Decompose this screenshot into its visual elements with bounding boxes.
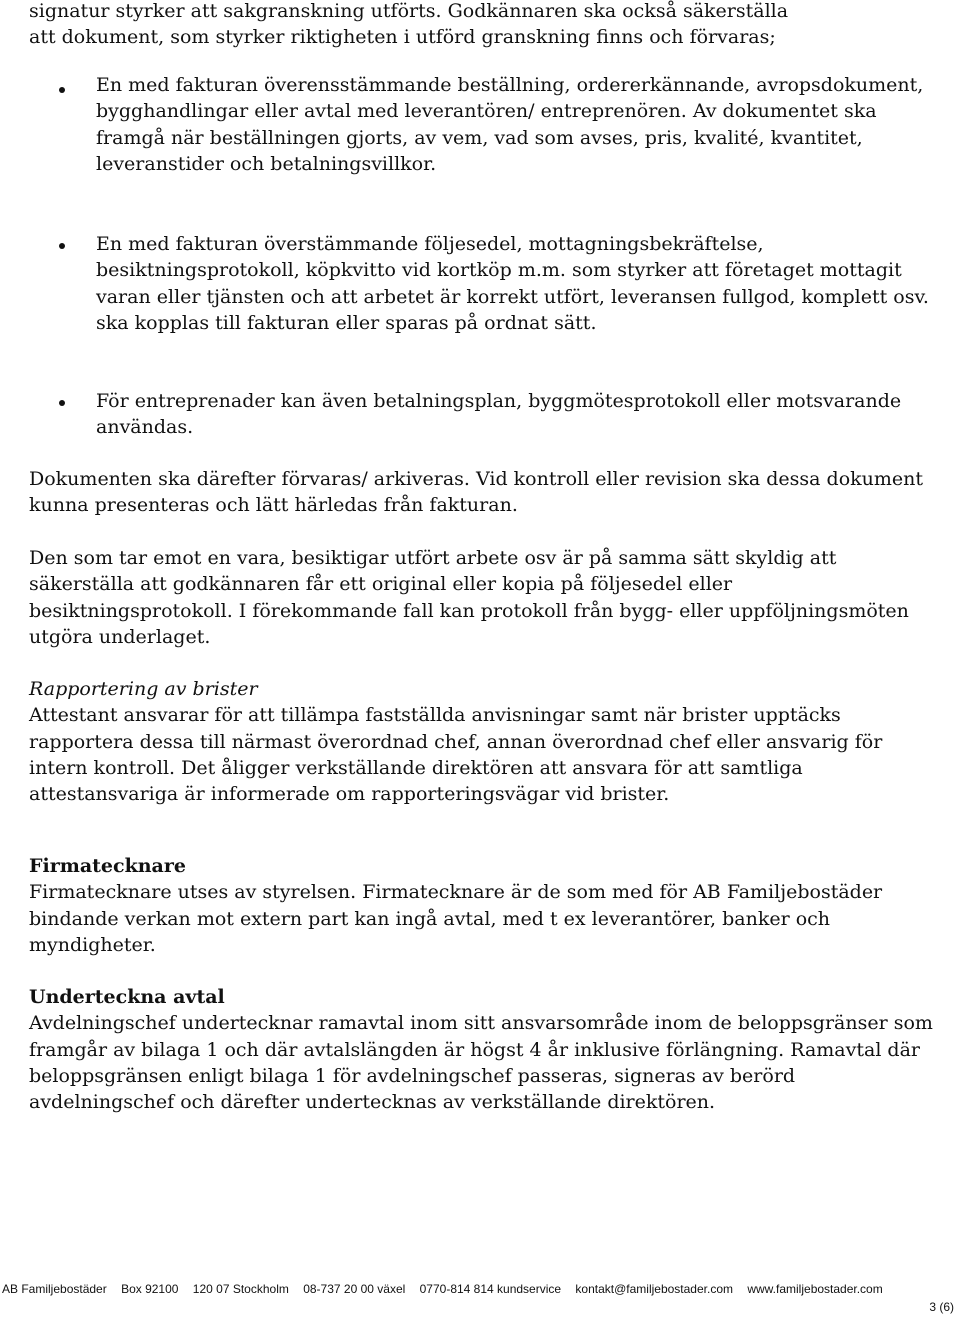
intro-line-2: att dokument, som styrker riktigheten i utförd granskning finns och förvaras; <box>29 26 776 48</box>
intro-line-1: signatur styrker att sakgranskning utförts. Godkännaren ska också säkerställa <box>29 0 789 22</box>
bullet-item-contractor: För entreprenader kan även betalningsplan, byggmötesprotokoll eller motsvarande användas. <box>96 390 902 439</box>
section-body-contracts: Avdelningschef undertecknar ramavtal inom sitt ansvarsområde inom de beloppsgränser som framgår av bilaga 1 och där avtalslängden är högst 4 år inklusive förlängning. Ramavtal där beloppsgränsen enligt bilaga 1 för avdelningschef passeras, signeras av berörd avdelningschef och därefter undertecknas av verkställande direktören. <box>29 1012 933 1114</box>
footer-box: Box 92100 <box>121 1282 179 1296</box>
section-body-signatories: Firmatecknare utses av styrelsen. Firmatecknare är de som med för AB Familjebostäder bindande verkan mot extern part kan ingå avtal, med t ex leverantörer, banker och myndigheter. <box>29 881 883 956</box>
footer-postal: 120 07 Stockholm <box>192 1282 289 1296</box>
page-number: 3 (6) <box>929 1300 954 1314</box>
section-heading-contracts: Underteckna avtal <box>29 986 225 1008</box>
section-body-reporting: Attestant ansvarar för att tillämpa fastställda anvisningar samt när brister upptäcks rapportera dessa till närmast överordnad chef, annan överordnad chef eller ansvarig för intern kontroll. Det åligger verkställande direktören att ansvara för att samtliga attestansvariga är informerade om rapporteringsvägar vid brister. <box>29 704 883 806</box>
page-footer <box>2 1282 952 1296</box>
section-contracts <box>29 984 939 1115</box>
footer-service: 0770-814 814 kundservice <box>419 1282 562 1296</box>
bullet-dot <box>59 243 65 249</box>
footer-company: AB Familjebostäder <box>2 1282 107 1296</box>
bullet-item-delivery: En med fakturan överstämmande följesedel, mottagningsbekräftelse, besiktningsprotokoll, köpkvitto vid kortköp m.m. som styrker att företaget mottagit varan eller tjänsten och att arbetet är korrekt utfört, leveransen fullgod, komplett osv. ska kopplas till fakturan eller sparas på ordnat sätt. <box>96 233 929 334</box>
paragraph-receiver: Den som tar emot en vara, besiktigar utfört arbete osv är på samma sätt skyldig att säkerställa att godkännaren får ett original eller kopia på följesedel eller besiktningsprotokoll. I förekommande fall kan protokoll från bygg- eller uppföljningsmöten utgöra underlaget. <box>29 547 909 648</box>
footer-email[interactable]: kontakt@familjebostader.com <box>575 1282 733 1296</box>
section-reporting <box>29 676 939 807</box>
bullet-item-order: En med fakturan överensstämmande beställning, ordererkännande, avropsdokument, bygghandlingar eller avtal med leverantören/ entreprenören. Av dokumentet ska framgå när beställningen gjorts, av vem, vad som avses, pris, kvalité, kvantitet, leveranstider och betalningsvillkor. <box>96 74 924 175</box>
bullet-dot <box>59 400 65 406</box>
section-signatories <box>29 853 939 958</box>
section-heading-reporting: Rapportering av brister <box>29 678 258 700</box>
footer-web[interactable]: www.familjebostader.com <box>747 1282 883 1296</box>
footer-phone: 08-737 20 00 växel <box>303 1282 406 1296</box>
section-heading-signatories: Firmatecknare <box>29 855 186 877</box>
bullet-dot <box>59 87 65 93</box>
paragraph-archive: Dokumenten ska därefter förvaras/ arkiveras. Vid kontroll eller revision ska dessa dokument kunna presenteras och lätt härledas från fakturan. <box>29 468 924 517</box>
